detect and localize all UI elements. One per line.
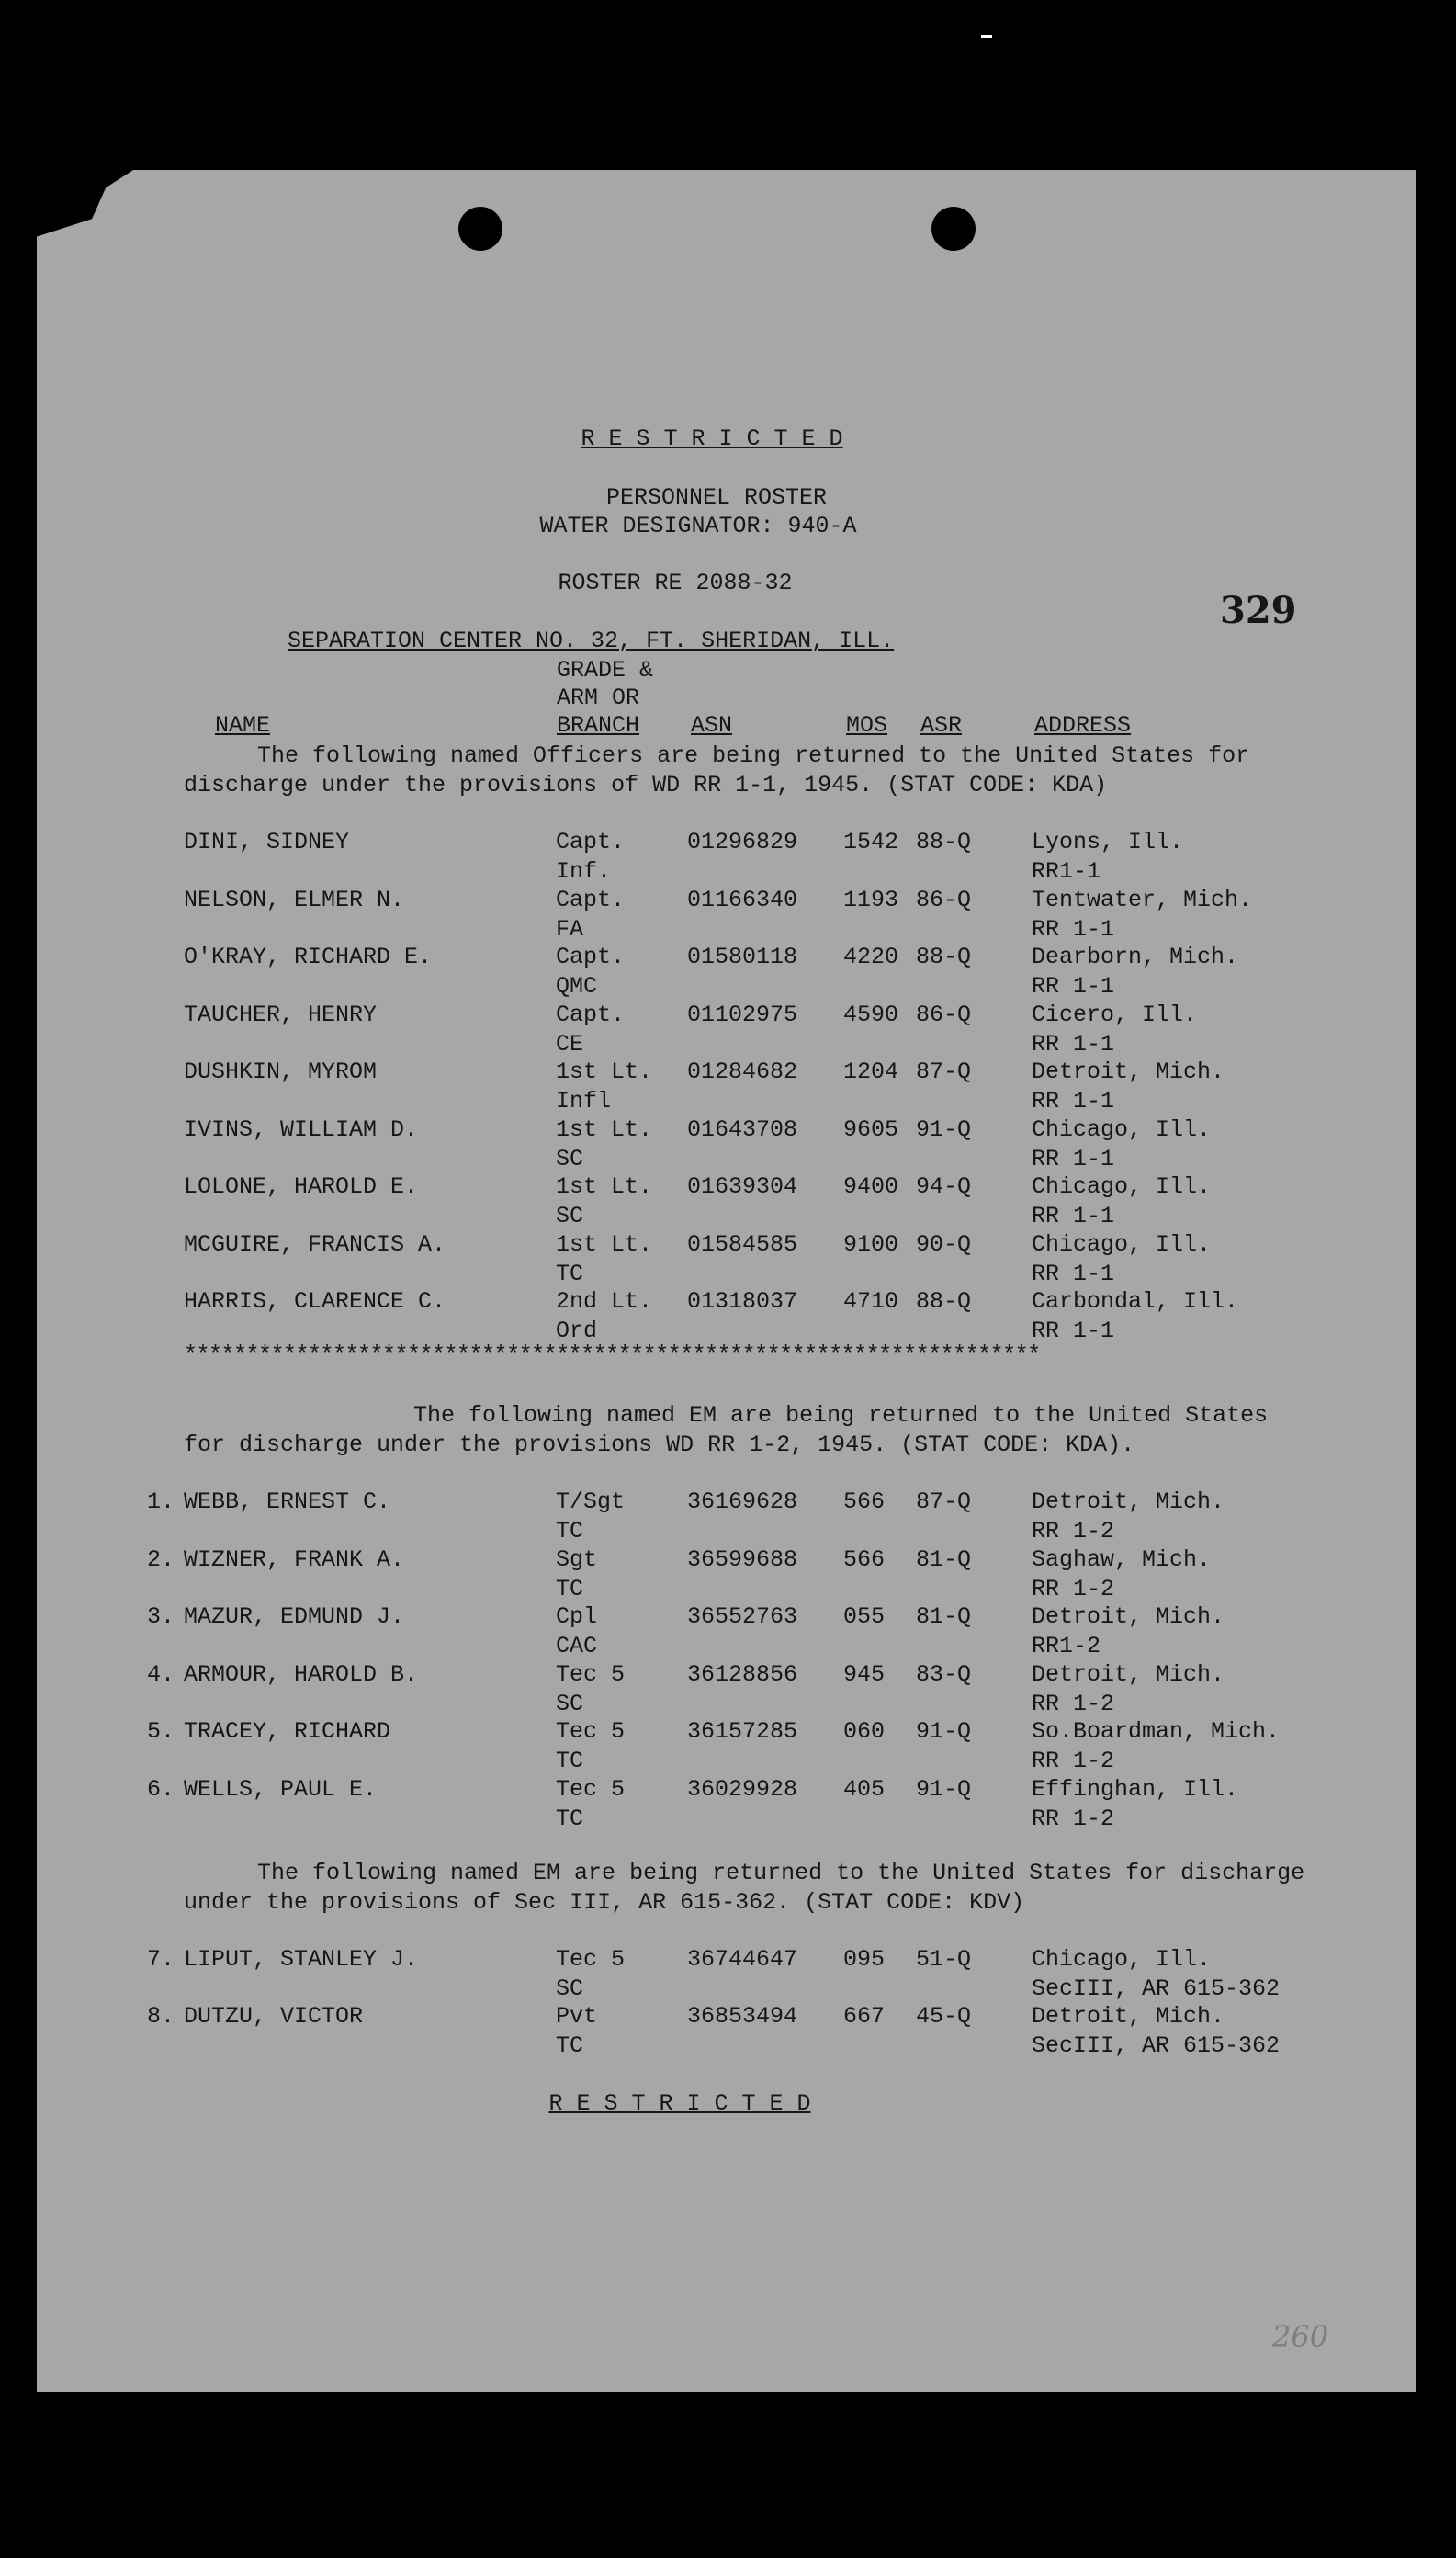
row-number: 2. — [146, 1545, 175, 1573]
table-row — [0, 1288, 1456, 1347]
authority-cell: RR 1-1 — [1032, 1203, 1115, 1229]
authority-cell: RR 1-2 — [1032, 1748, 1115, 1774]
roster-number: ROSTER RE 2088-32 — [558, 570, 793, 596]
asn-cell: 36853494 — [687, 2003, 798, 2030]
address-cell: Lyons, Ill. — [1032, 829, 1184, 855]
mos-cell: 9400 — [843, 1173, 899, 1200]
mos-cell: 1193 — [843, 886, 899, 913]
branch-cell: Infl — [556, 1088, 612, 1115]
address-cell: Detroit, Mich. — [1032, 1058, 1225, 1085]
asr-cell: 88-Q — [916, 829, 972, 855]
authority-cell: RR 1-2 — [1032, 1518, 1115, 1545]
branch-cell: TC — [556, 1575, 584, 1602]
name-cell: ARMOUR, HAROLD B. — [184, 1660, 419, 1688]
mos-cell: 095 — [843, 1946, 886, 1973]
authority-cell: RR1-2 — [1032, 1633, 1101, 1659]
grade-cell: 1st Lt. — [556, 1230, 653, 1258]
asn-cell: 01102975 — [687, 1001, 798, 1028]
row-number: 4. — [146, 1660, 175, 1688]
asn-cell: 01580118 — [687, 944, 798, 970]
separation-center: SEPARATION CENTER NO. 32, FT. SHERIDAN, ILL. — [288, 628, 895, 654]
asr-cell: 86-Q — [916, 1001, 972, 1028]
authority-cell: RR 1-1 — [1032, 915, 1115, 943]
name-cell: DUSHKIN, MYROM — [184, 1058, 378, 1085]
name-cell: IVINS, WILLIAM D. — [184, 1115, 419, 1143]
name-cell: MCGUIRE, FRANCIS A. — [184, 1230, 446, 1258]
branch-cell: CAC — [556, 1633, 598, 1659]
name-cell: O'KRAY, RICHARD E. — [184, 944, 433, 970]
grade-cell: Capt. — [556, 1001, 626, 1028]
mos-cell: 4710 — [843, 1288, 899, 1315]
asn-cell: 01166340 — [687, 886, 798, 913]
table-row — [0, 2003, 1456, 2062]
address-cell: Effinghan, Ill. — [1032, 1775, 1239, 1803]
branch-cell: FA — [556, 915, 584, 943]
mos-cell: 9605 — [843, 1115, 899, 1143]
punch-hole-right — [931, 207, 976, 251]
column-header-grade-1: GRADE & — [557, 657, 654, 684]
scan-speck — [981, 35, 992, 38]
table-row — [0, 1002, 1456, 1060]
name-cell: WELLS, PAUL E. — [184, 1775, 378, 1803]
row-number: 7. — [146, 1946, 175, 1973]
mos-cell: 4590 — [843, 1001, 899, 1028]
asn-cell: 36599688 — [687, 1545, 798, 1573]
handwritten-number: 260 — [1272, 2319, 1329, 2354]
table-row — [0, 1546, 1456, 1605]
page-number: 329 — [1220, 589, 1297, 632]
column-header-address: ADDRESS — [1034, 712, 1132, 739]
asn-cell: 01643708 — [687, 1115, 798, 1143]
mos-cell: 405 — [843, 1775, 886, 1803]
name-cell: WEBB, ERNEST C. — [184, 1488, 391, 1515]
name-cell: DUTZU, VICTOR — [184, 2003, 364, 2030]
address-cell: Saghaw, Mich. — [1032, 1545, 1212, 1573]
address-cell: Carbondal, Ill. — [1032, 1288, 1239, 1315]
address-cell: Cicero, Ill. — [1032, 1001, 1198, 1028]
asr-cell: 90-Q — [916, 1230, 972, 1258]
asn-cell: 01296829 — [687, 829, 798, 855]
restricted-footer: R E S T R I C T E D — [548, 2090, 811, 2117]
water-designator: WATER DESIGNATOR: 940-A — [539, 513, 857, 539]
grade-cell: Tec 5 — [556, 1718, 626, 1745]
table-row — [0, 944, 1456, 1002]
address-cell: Detroit, Mich. — [1032, 1488, 1225, 1515]
column-header-grade-3: BRANCH — [557, 712, 640, 739]
row-number: 5. — [146, 1718, 175, 1745]
table-row — [0, 1231, 1456, 1290]
column-header-asr: ASR — [920, 712, 963, 739]
authority-cell: SecIII, AR 615-362 — [1032, 2032, 1281, 2059]
branch-cell: QMC — [556, 973, 598, 1000]
table-row — [0, 887, 1456, 945]
row-number: 6. — [146, 1775, 175, 1803]
asn-cell: 36744647 — [687, 1946, 798, 1973]
asn-cell: 36552763 — [687, 1603, 798, 1630]
authority-cell: RR1-1 — [1032, 858, 1101, 885]
authority-cell: RR 1-1 — [1032, 1260, 1115, 1287]
asn-cell: 01584585 — [687, 1230, 798, 1258]
grade-cell: Sgt — [556, 1545, 598, 1573]
branch-cell: SC — [556, 1145, 584, 1172]
table-row — [0, 1776, 1456, 1835]
address-cell: Tentwater, Mich. — [1032, 886, 1253, 913]
branch-cell: SC — [556, 1690, 584, 1717]
asr-cell: 81-Q — [916, 1545, 972, 1573]
address-cell: Chicago, Ill. — [1032, 1230, 1212, 1258]
authority-cell: RR 1-2 — [1032, 1575, 1115, 1602]
asr-cell: 87-Q — [916, 1488, 972, 1515]
authority-cell: SecIII, AR 615-362 — [1032, 1975, 1281, 2002]
em-intro-2: The following named EM are being returned to the United States for discharge under the provisions of Sec III, AR 615-362. (STAT CODE: KDV) — [184, 1860, 1305, 1916]
address-cell: Detroit, Mich. — [1032, 1660, 1225, 1688]
grade-cell: 1st Lt. — [556, 1173, 653, 1200]
mos-cell: 566 — [843, 1545, 886, 1573]
grade-cell: 1st Lt. — [556, 1058, 653, 1085]
mos-cell: 060 — [843, 1718, 886, 1745]
branch-cell: TC — [556, 2032, 584, 2059]
table-row — [0, 1718, 1456, 1777]
table-row — [0, 1603, 1456, 1662]
row-number: 1. — [146, 1488, 175, 1515]
authority-cell: RR 1-2 — [1032, 1805, 1115, 1832]
asr-cell: 94-Q — [916, 1173, 972, 1200]
asr-cell: 86-Q — [916, 886, 972, 913]
asr-cell: 91-Q — [916, 1775, 972, 1803]
name-cell: LIPUT, STANLEY J. — [184, 1946, 419, 1973]
asn-cell: 01284682 — [687, 1058, 798, 1085]
mos-cell: 055 — [843, 1603, 886, 1630]
table-row — [0, 829, 1456, 888]
grade-cell: 2nd Lt. — [556, 1288, 653, 1315]
punch-hole-left — [458, 207, 502, 251]
mos-cell: 9100 — [843, 1230, 899, 1258]
asn-cell: 36157285 — [687, 1718, 798, 1745]
branch-cell: TC — [556, 1748, 584, 1774]
authority-cell: RR 1-2 — [1032, 1690, 1115, 1717]
asn-cell: 36029928 — [687, 1775, 798, 1803]
authority-cell: RR 1-1 — [1032, 1088, 1115, 1115]
name-cell: WIZNER, FRANK A. — [184, 1545, 405, 1573]
asn-cell: 36169628 — [687, 1488, 798, 1515]
address-cell: Chicago, Ill. — [1032, 1946, 1212, 1973]
em-intro-1: The following named EM are being returned to the United States for discharge under the provisions WD RR 1-2, 1945. (STAT CODE: KDA). — [184, 1402, 1269, 1458]
branch-cell: SC — [556, 1203, 584, 1229]
column-header-asn: ASN — [691, 712, 733, 739]
asr-cell: 91-Q — [916, 1718, 972, 1745]
table-row — [0, 1173, 1456, 1232]
officers-intro: The following named Officers are being returned to the United States for discharge under the provisions of WD RR 1-1, 1945. (STAT CODE: KDA) — [184, 742, 1250, 798]
restricted-header: R E S T R I C T E D — [581, 425, 843, 452]
authority-cell: RR 1-1 — [1032, 1030, 1115, 1058]
grade-cell: Capt. — [556, 886, 626, 913]
address-cell: Dearborn, Mich. — [1032, 944, 1239, 970]
column-header-grade-2: ARM OR — [557, 685, 640, 711]
address-cell: So.Boardman, Mich. — [1032, 1718, 1281, 1745]
asr-cell: 81-Q — [916, 1603, 972, 1630]
branch-cell: CE — [556, 1030, 584, 1058]
address-cell: Chicago, Ill. — [1032, 1115, 1212, 1143]
grade-cell: Pvt — [556, 2003, 598, 2030]
mos-cell: 4220 — [843, 944, 899, 970]
row-number: 8. — [146, 2003, 175, 2030]
grade-cell: Capt. — [556, 829, 626, 855]
grade-cell: Capt. — [556, 944, 626, 970]
mos-cell: 566 — [843, 1488, 886, 1515]
grade-cell: Cpl — [556, 1603, 598, 1630]
asr-cell: 88-Q — [916, 944, 972, 970]
grade-cell: Tec 5 — [556, 1660, 626, 1688]
roster-title: PERSONNEL ROSTER — [605, 484, 828, 511]
branch-cell: Ord — [556, 1318, 598, 1344]
branch-cell: Inf. — [556, 858, 612, 885]
table-row — [0, 1058, 1456, 1117]
address-cell: Detroit, Mich. — [1032, 1603, 1225, 1630]
name-cell: TRACEY, RICHARD — [184, 1718, 391, 1745]
column-header-mos: MOS — [846, 712, 888, 739]
table-row — [0, 1946, 1456, 2005]
asr-cell: 51-Q — [916, 1946, 972, 1973]
branch-cell: SC — [556, 1975, 584, 2002]
asn-cell: 01639304 — [687, 1173, 798, 1200]
name-cell: NELSON, ELMER N. — [184, 886, 405, 913]
name-cell: MAZUR, EDMUND J. — [184, 1603, 405, 1630]
name-cell: TAUCHER, HENRY — [184, 1001, 378, 1028]
mos-cell: 1542 — [843, 829, 899, 855]
asr-cell: 83-Q — [916, 1660, 972, 1688]
grade-cell: Tec 5 — [556, 1946, 626, 1973]
table-row — [0, 1488, 1456, 1547]
address-cell: Chicago, Ill. — [1032, 1173, 1212, 1200]
grade-cell: Tec 5 — [556, 1775, 626, 1803]
authority-cell: RR 1-1 — [1032, 1318, 1115, 1344]
address-cell: Detroit, Mich. — [1032, 2003, 1225, 2030]
asr-cell: 91-Q — [916, 1115, 972, 1143]
branch-cell: TC — [556, 1260, 584, 1287]
name-cell: LOLONE, HAROLD E. — [184, 1173, 419, 1200]
mos-cell: 667 — [843, 2003, 886, 2030]
grade-cell: T/Sgt — [556, 1488, 626, 1515]
column-header-name: NAME — [215, 712, 271, 739]
asn-cell: 01318037 — [687, 1288, 798, 1315]
asr-cell: 45-Q — [916, 2003, 972, 2030]
name-cell: HARRIS, CLARENCE C. — [184, 1288, 446, 1315]
row-number: 3. — [146, 1603, 175, 1630]
mos-cell: 945 — [843, 1660, 886, 1688]
authority-cell: RR 1-1 — [1032, 1145, 1115, 1172]
mos-cell: 1204 — [843, 1058, 899, 1085]
asr-cell: 88-Q — [916, 1288, 972, 1315]
grade-cell: 1st Lt. — [556, 1115, 653, 1143]
asr-cell: 87-Q — [916, 1058, 972, 1085]
name-cell: DINI, SIDNEY — [184, 829, 350, 855]
section-divider: ********************************************************************* — [184, 1341, 1040, 1368]
table-row — [0, 1661, 1456, 1720]
authority-cell: RR 1-1 — [1032, 973, 1115, 1000]
branch-cell: TC — [556, 1518, 584, 1545]
asn-cell: 36128856 — [687, 1660, 798, 1688]
table-row — [0, 1116, 1456, 1175]
branch-cell: TC — [556, 1805, 584, 1832]
